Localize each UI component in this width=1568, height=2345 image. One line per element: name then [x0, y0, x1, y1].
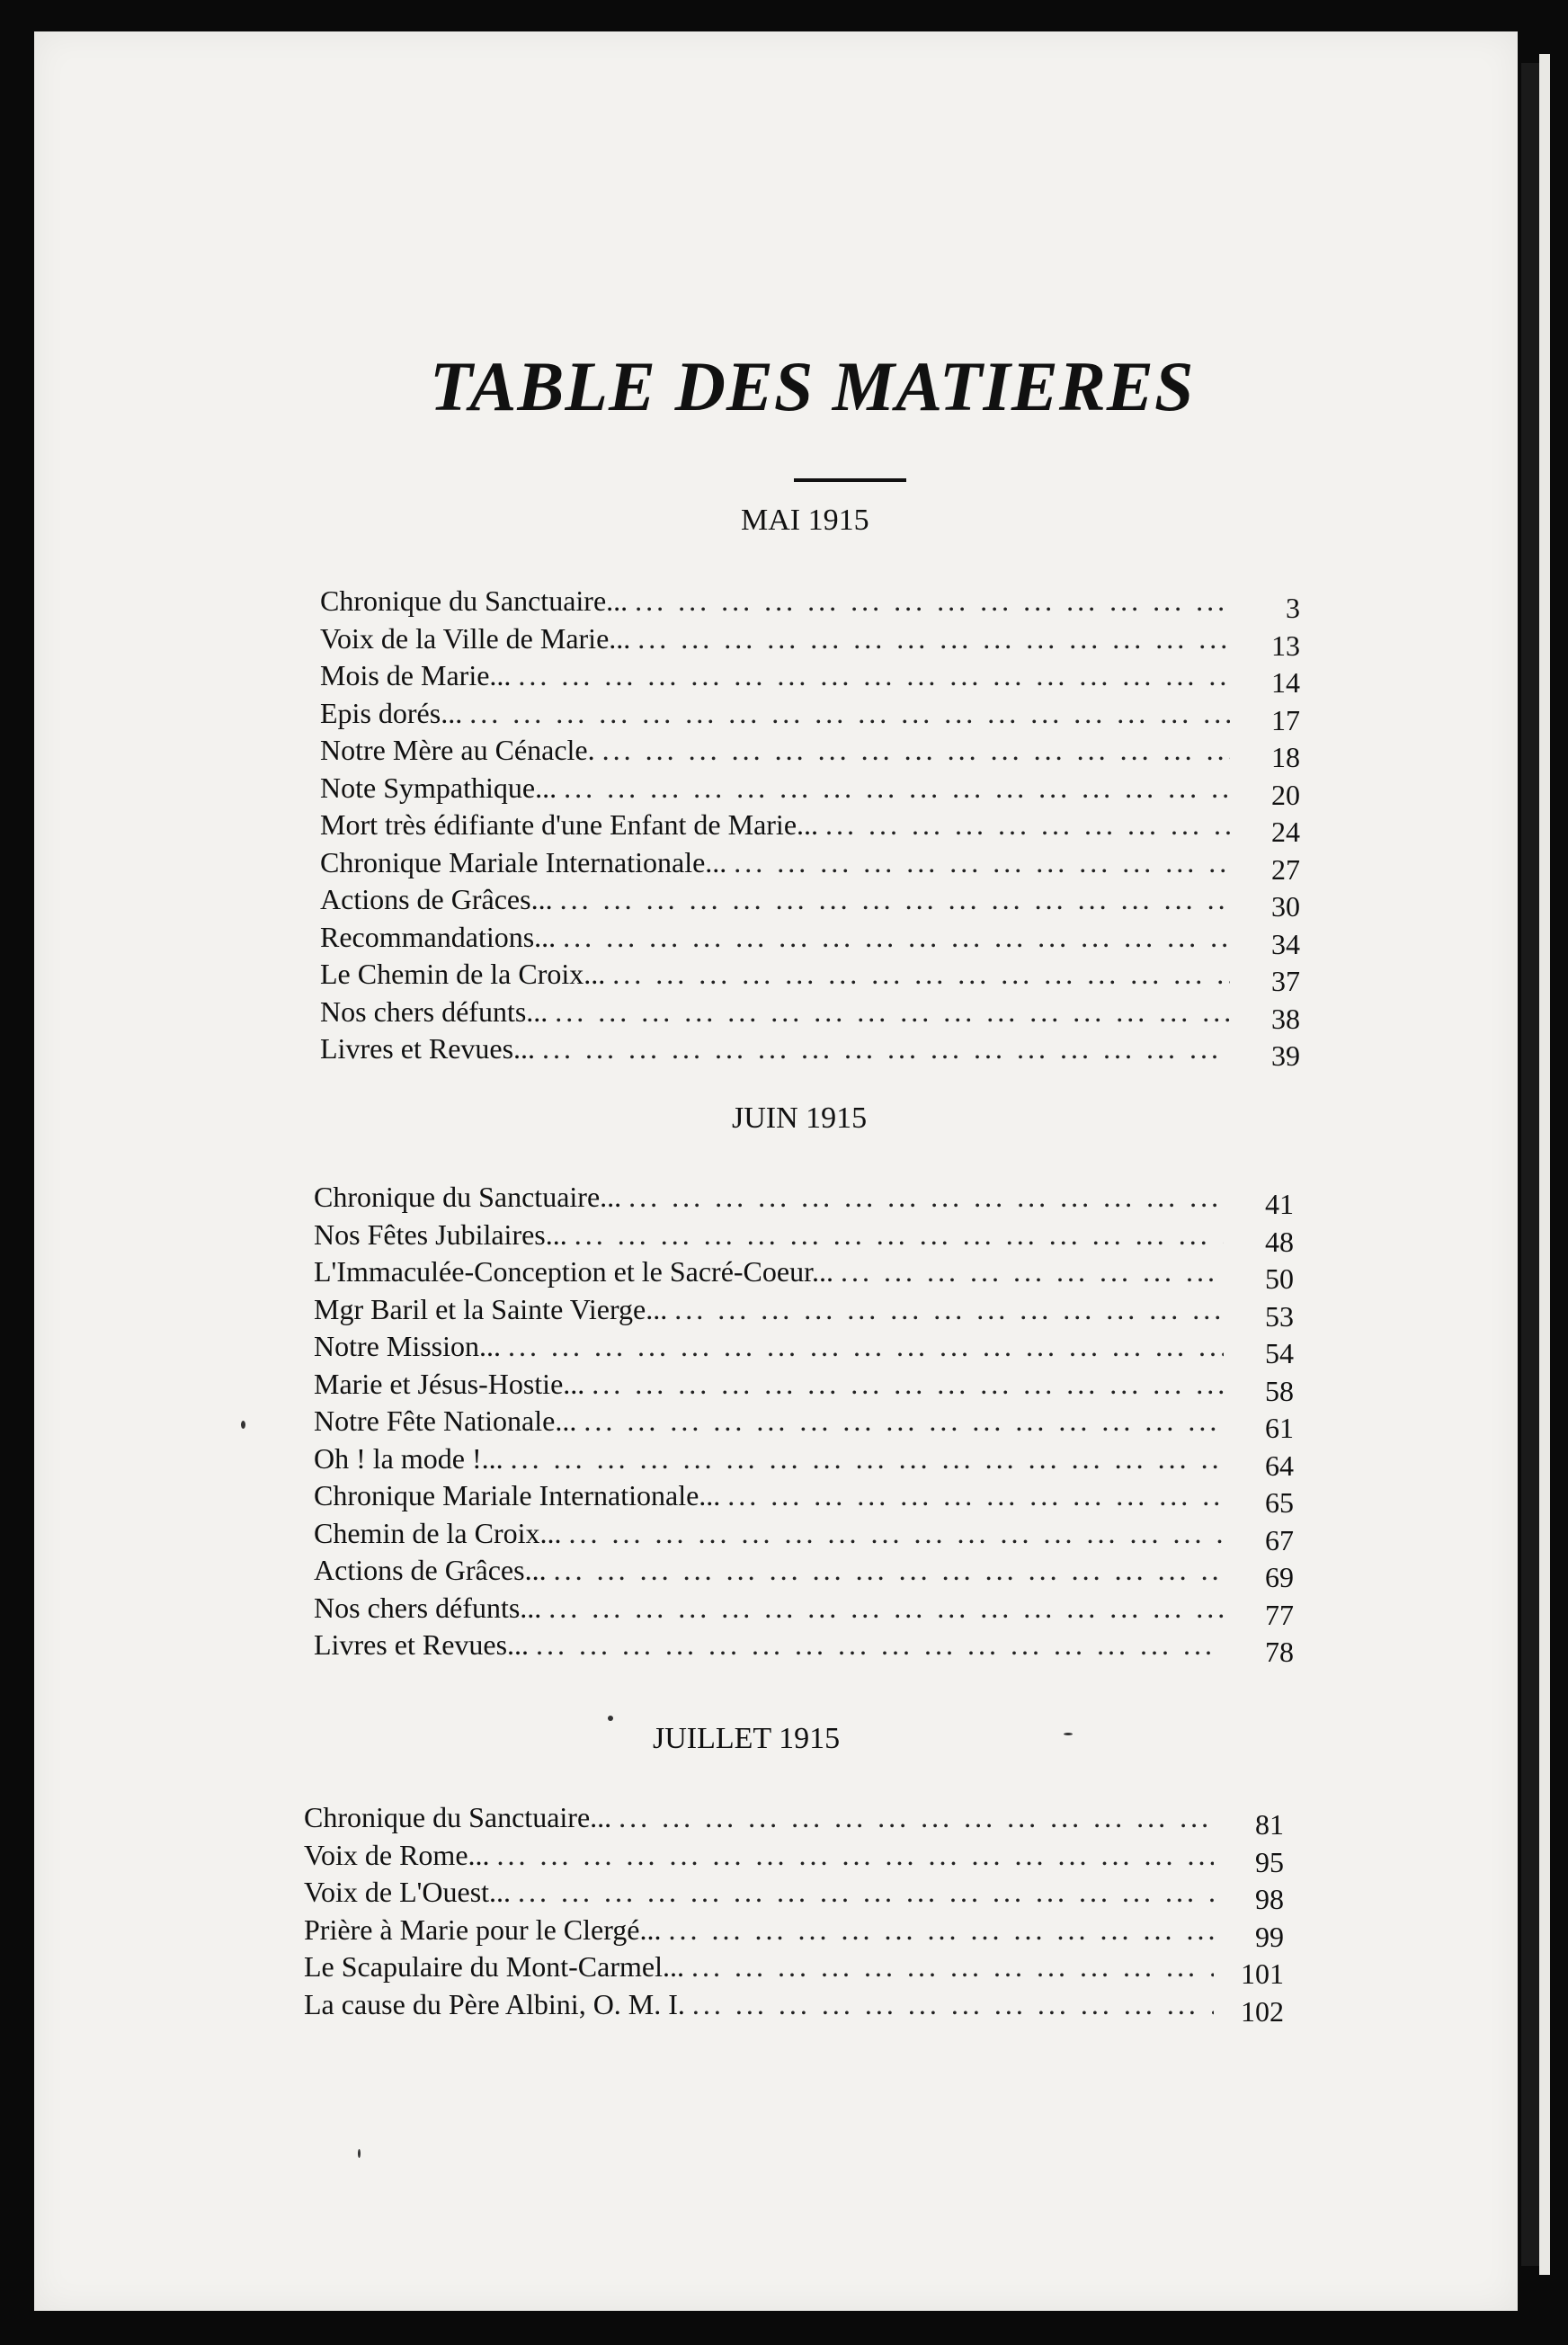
entry-page-number: 67: [1265, 1523, 1294, 1556]
dot-leader: [674, 1293, 1224, 1326]
toc-list-juillet: [304, 1801, 1284, 2028]
entry-page-number: 102: [1241, 1994, 1284, 2028]
toc-entry: [314, 1442, 1294, 1480]
facing-page-shadow: [1521, 63, 1539, 2266]
entry-title: Voix de Rome...: [304, 1838, 490, 1871]
entry-title: L'Immaculée-Conception et le Sacré-Coeur...: [314, 1255, 833, 1288]
toc-entry: [320, 995, 1300, 1033]
entry-page-number: 101: [1241, 1957, 1284, 1990]
dot-leader: [637, 622, 1230, 655]
section-heading-juillet: JUILLET 1915: [653, 1722, 841, 1755]
toc-entry: [320, 808, 1300, 846]
entry-page-number: 95: [1255, 1845, 1284, 1878]
entry-title: Chronique du Sanctuaire...: [314, 1181, 622, 1213]
dot-leader: [469, 697, 1230, 730]
scan-speck: [608, 1716, 613, 1721]
entry-title: Mois de Marie...: [320, 659, 512, 691]
toc-entry: [314, 1181, 1294, 1218]
dot-leader: [734, 846, 1230, 879]
toc-entry: [314, 1517, 1294, 1555]
entry-page-number: 64: [1265, 1449, 1294, 1482]
toc-entry: [314, 1554, 1294, 1592]
toc-entry: [314, 1404, 1294, 1442]
entry-title: Notre Mère au Cénacle.: [320, 734, 595, 766]
toc-entry: [320, 771, 1300, 809]
entry-page-number: 34: [1271, 927, 1300, 960]
toc-entry: [314, 1330, 1294, 1368]
toc-entry: [320, 1032, 1300, 1070]
entry-page-number: 20: [1271, 778, 1300, 811]
dot-leader: [612, 958, 1230, 991]
entry-title: Livres et Revues...: [320, 1032, 536, 1065]
dot-leader: [497, 1839, 1214, 1872]
entry-title: Chronique Mariale Internationale...: [314, 1479, 721, 1511]
toc-entry: [320, 883, 1300, 921]
toc-entry: [304, 1876, 1284, 1913]
entry-page-number: 54: [1265, 1337, 1294, 1369]
toc-entry: [320, 659, 1300, 697]
dot-leader: [592, 1368, 1224, 1401]
entry-page-number: 69: [1265, 1561, 1294, 1593]
toc-list-juin: [314, 1181, 1294, 1666]
toc-entry: [320, 584, 1300, 622]
entry-title: Voix de la Ville de Marie...: [320, 621, 631, 655]
entry-page-number: 98: [1255, 1883, 1284, 1915]
toc-entry: [314, 1368, 1294, 1405]
toc-entry: [314, 1218, 1294, 1256]
entry-title: Actions de Grâces...: [314, 1554, 547, 1586]
dot-leader: [691, 1950, 1214, 1984]
toc-list-mai: [320, 584, 1300, 1070]
entry-title: Le Chemin de la Croix...: [320, 958, 606, 990]
dot-leader: [555, 995, 1230, 1029]
dot-leader: [511, 1442, 1224, 1476]
dot-leader: [628, 1181, 1224, 1214]
dot-leader: [602, 734, 1230, 767]
entry-page-number: 65: [1265, 1486, 1294, 1519]
toc-entry: [320, 697, 1300, 735]
dot-leader: [825, 808, 1230, 842]
entry-title: Epis dorés...: [320, 696, 463, 729]
dot-leader: [542, 1032, 1230, 1066]
dot-leader: [841, 1255, 1224, 1288]
dot-leader: [508, 1330, 1224, 1363]
entry-title: Nos chers défunts...: [320, 994, 548, 1028]
entry-title: Mgr Baril et la Sainte Vierge...: [314, 1292, 668, 1325]
section-heading-juin: JUIN 1915: [732, 1101, 868, 1135]
entry-page-number: 3: [1286, 592, 1300, 624]
toc-entry: [314, 1628, 1294, 1666]
entry-page-number: 14: [1271, 666, 1300, 699]
dot-leader: [569, 1517, 1224, 1550]
entry-title: Nos chers défunts...: [314, 1591, 542, 1624]
dot-leader: [548, 1592, 1224, 1625]
section-heading-mai: MAI 1915: [741, 504, 869, 537]
toc-entry: [304, 1988, 1284, 2026]
toc-entry: [320, 622, 1300, 660]
entry-title: Chronique Mariale Internationale...: [320, 845, 727, 878]
dot-leader: [619, 1801, 1214, 1834]
entry-title: Chronique du Sanctuaire...: [304, 1801, 612, 1833]
entry-title: Prière à Marie pour le Clergé...: [304, 1913, 662, 1946]
toc-entry: [314, 1293, 1294, 1331]
entry-title: Voix de L'Ouest...: [304, 1876, 512, 1908]
dot-leader: [560, 883, 1230, 916]
entry-page-number: 41: [1265, 1188, 1294, 1220]
dot-leader: [518, 1876, 1214, 1909]
entry-page-number: 99: [1255, 1920, 1284, 1953]
dot-leader: [518, 659, 1230, 692]
entry-page-number: 13: [1271, 629, 1300, 662]
entry-page-number: 48: [1265, 1225, 1294, 1258]
entry-title: Recommandations...: [320, 920, 557, 953]
entry-title: Notre Mission...: [314, 1330, 501, 1362]
entry-page-number: 39: [1271, 1039, 1300, 1072]
entry-page-number: 18: [1271, 741, 1300, 773]
entry-page-number: 58: [1265, 1374, 1294, 1407]
title-rule: [794, 478, 906, 482]
scan-speck: [1064, 1733, 1073, 1735]
dot-leader: [692, 1988, 1214, 2021]
toc-entry: [304, 1950, 1284, 1988]
dot-leader: [554, 1554, 1224, 1587]
toc-entry: [320, 846, 1300, 884]
facing-page-edge: [1539, 54, 1550, 2275]
entry-title: Nos Fêtes Jubilaires...: [314, 1217, 567, 1251]
toc-entry: [320, 734, 1300, 771]
page-title: TABLE DES MATIERES: [430, 347, 1195, 425]
scan-speck: [358, 2149, 361, 2158]
dot-leader: [668, 1913, 1214, 1947]
entry-page-number: 77: [1265, 1598, 1294, 1631]
entry-title: Marie et Jésus-Hostie...: [314, 1367, 585, 1400]
entry-page-number: 81: [1255, 1808, 1284, 1841]
entry-title: La cause du Père Albini, O. M. I.: [304, 1987, 685, 2020]
entry-title: Note Sympathique...: [320, 771, 557, 804]
entry-title: Mort très édifiante d'une Enfant de Marie...: [320, 808, 819, 841]
entry-page-number: 30: [1271, 890, 1300, 923]
entry-title: Chronique du Sanctuaire...: [320, 584, 628, 617]
toc-entry: [320, 921, 1300, 959]
entry-page-number: 27: [1271, 852, 1300, 886]
toc-entry: [304, 1839, 1284, 1877]
entry-page-number: 37: [1271, 965, 1300, 997]
dot-leader: [584, 1404, 1224, 1438]
entry-title: Le Scapulaire du Mont-Carmel...: [304, 1950, 684, 1983]
scan-speck: [241, 1421, 245, 1429]
entry-title: Oh ! la mode !...: [314, 1441, 503, 1475]
entry-page-number: 50: [1265, 1262, 1294, 1295]
dot-leader: [564, 771, 1230, 805]
toc-entry: [304, 1913, 1284, 1951]
entry-page-number: 78: [1265, 1636, 1294, 1668]
dot-leader: [536, 1628, 1224, 1662]
toc-entry: [320, 958, 1300, 995]
entry-page-number: 61: [1265, 1412, 1294, 1444]
entry-page-number: 24: [1271, 816, 1300, 848]
dot-leader: [727, 1479, 1224, 1512]
entry-page-number: 53: [1265, 1299, 1294, 1333]
entry-title: Livres et Revues...: [314, 1628, 530, 1661]
entry-title: Actions de Grâces...: [320, 883, 553, 915]
toc-entry: [314, 1255, 1294, 1293]
toc-entry: [314, 1592, 1294, 1629]
dot-leader: [575, 1218, 1224, 1252]
toc-entry: [304, 1801, 1284, 1839]
entry-page-number: 17: [1271, 703, 1300, 736]
entry-page-number: 38: [1271, 1002, 1300, 1035]
dot-leader: [563, 921, 1230, 954]
entry-title: Notre Fête Nationale...: [314, 1404, 577, 1437]
document-page: [34, 31, 1518, 2311]
dot-leader: [635, 584, 1230, 618]
entry-title: Chemin de la Croix...: [314, 1516, 562, 1549]
toc-entry: [314, 1479, 1294, 1517]
